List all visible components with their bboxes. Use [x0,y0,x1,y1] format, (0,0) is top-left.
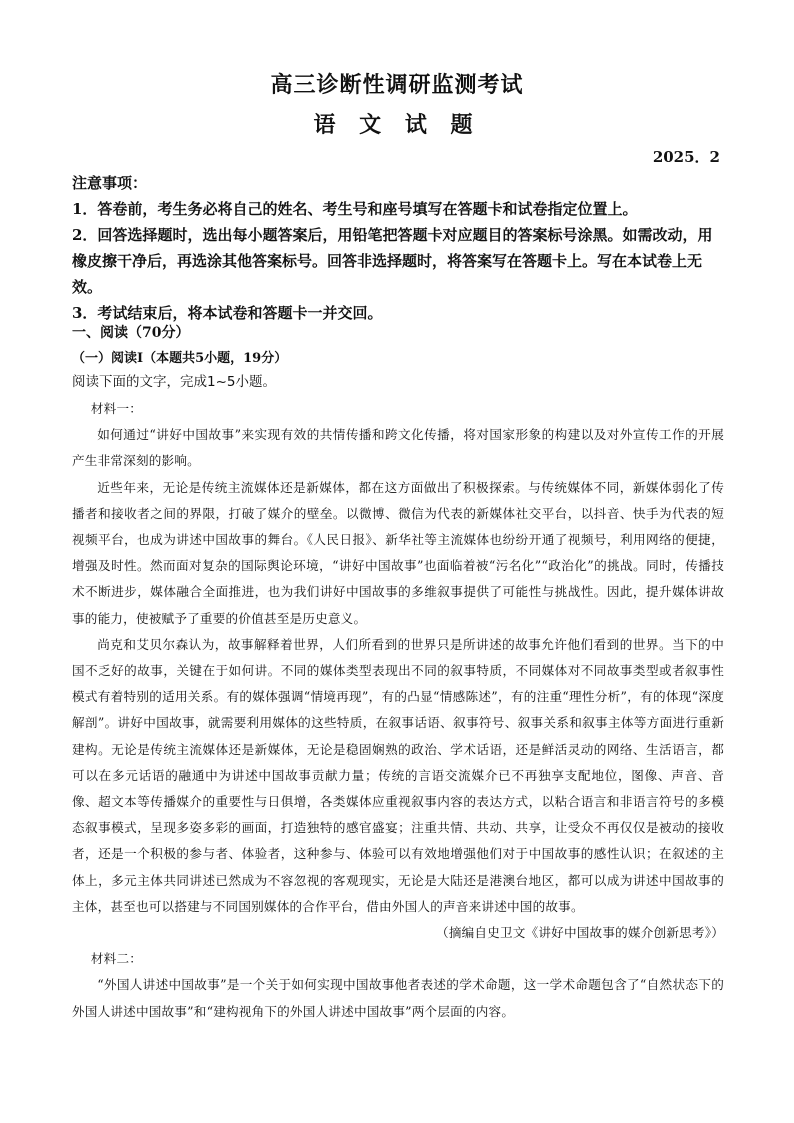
reading-passage [72,396,724,1025]
source-citation: （摘编自史卫文《讲好中国故事的媒介创新思考》） [436,925,724,941]
instruction-text: 阅读下面的文字，完成1~5小题。 [72,374,276,390]
subsection-heading: （一）阅读Ⅰ（本题共5小题，19分） [72,351,288,366]
note-item: 3．考试结束后，将本试卷和答题卡一并交回。 [72,304,383,322]
exam-title: 高三诊断性调研监测考试 [270,72,524,98]
material-label: 材料二： [90,951,143,967]
paragraph: “外国人讲述中国故事”是一个关于如何实现中国故事他者表述的学术命题，这一学术命题包含了“自然状态下的外国人讲述中国故事”和“建构视角下的外国人讲述中国故事”两个层面的内容。 [72,977,724,1019]
exam-date: 2025．2 [652,148,720,166]
notes-heading: 注意事项： [72,174,148,192]
paragraph: 如何通过“讲好中国故事”来实现有效的共情传播和跨文化传播，将对国家形象的构建以及对外宣传工作的开展产生非常深刻的影响。 [72,427,724,469]
note-item: 2．回答选择题时，选出每小题答案后，用铅笔把答题卡对应题目的答案标号涂黑。如需改动，用橡皮擦干净后，再选涂其他答案标号。回答非选择题时，将答案写在答题卡上。写在本试卷上无效。 [72,226,713,296]
paragraph: 近些年来，无论是传统主流媒体还是新媒体，都在这方面做出了积极探索。与传统媒体不同，新媒体弱化了传播者和接收者之间的界限，打破了媒介的壁垒。以微博、微信为代表的新媒体社交平台，以抖音、快手为代表的短视频平台，也成为讲述中国故事的舞台。《人民日报》、新华社等主流媒体也纷纷开通了视频号，利用网络的便捷，增强及时性。然而面对复杂的国际舆论环境，“讲好中国故事”也面临着被“污名化”“政治化”的挑战。同时，传播技术不断进步，媒体融合全面推进，也为我们讲好中国故事的多维叙事提供了可能性与挑战性。因此，提升媒体讲故事的能力，使被赋予了重要的价值甚至是历史意义。 [72,479,724,626]
notes-section [72,170,724,326]
note-item: 1．答卷前，考生务必将自己的姓名、考生号和座号填写在答题卡和试卷指定位置上。 [72,200,638,218]
subject-title: 语 文 试 题 [313,112,481,138]
paragraph: 尚克和艾贝尔森认为，故事解释着世界，人们所看到的世界只是所讲述的故事允许他们看到的世界。当下的中国不乏好的故事，关键在于如何讲。不同的媒体类型表现出不同的叙事特质，不同媒体对不同故事类型或者叙事性模式有着特别的适用关系。有的媒体强调“情境再现”，有的凸显“情感陈述”，有的注重“理性分析”，有的体现“深度解剖”。讲好中国故事，就需要利用媒体的这些特质，在叙事话语、叙事符号、叙事关系和叙事主体等方面进行重新建构。无论是传统主流媒体还是新媒体，无论是稳固娴熟的政治、学术话语，还是鲜活灵动的网络、生活语言，都可以在多元话语的融通中为讲述中国故事贡献力量；传统的言语交流媒介已不再独享支配地位，图像、声音、音像、超文本等传播媒介的重要性与日俱增，各类媒体应重视叙事内容的表达方式，以粘合语言和非语言符号的多模态叙事模式，呈现多姿多彩的画面，打造独特的感官盛宴；注重共情、共动、共享，让受众不再仅仅是被动的接收者，还是一个积极的参与者、体验者，这种参与、体验可以有效地增强他们对于中国故事的感性认识；在叙述的主体上，多元主体共同讲述已然成为不容忽视的客观现实，无论是大陆还是港澳台地区，都可以成为讲述中国故事的主体，甚至也可以搭建与不同国别媒体的合作平台，借由外国人的声音来讲述中国的故事。 [72,636,724,914]
material-label: 材料一： [90,401,143,416]
part-heading: 一、阅读（70分） [72,325,190,341]
